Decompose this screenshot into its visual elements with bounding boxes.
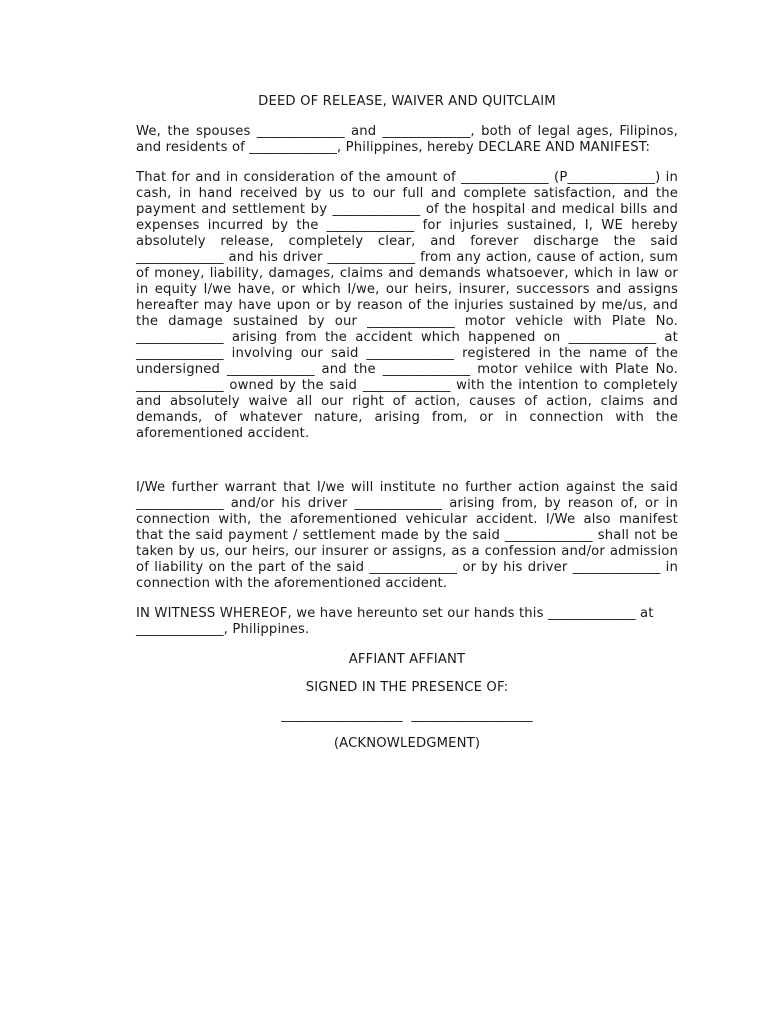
witness-whereof-paragraph: IN WITNESS WHEREOF, we have hereunto set our hands this _____________ at _____________, Philippines. (136, 606, 654, 637)
affiant-line: AFFIANT AFFIANT (348, 652, 466, 667)
document-body (136, 94, 678, 764)
document-title: DEED OF RELEASE, WAIVER AND QUITCLAIM (258, 94, 556, 109)
paragraph-spacer (136, 456, 678, 480)
signed-presence-heading: SIGNED IN THE PRESENCE OF: (305, 680, 509, 695)
witness-signature-lines: __________________ __________________ (281, 708, 533, 723)
acknowledgment-heading: (ACKNOWLEDGMENT) (333, 736, 481, 751)
warranty-paragraph: I/We further warrant that I/we will institute no further action against the said _____________ and/or his driver _____________ arising from, by reason of, or in connection with, the aforementioned vehicular accident. I/We also manifest that the said payment / settlement made by the said _____________ shall not be taken by us, our heirs, our insurer or assigns, as a confession and/or admission of liability on the part of the said _____________ or by his driver _____________ in connection with the aforementioned accident. (136, 480, 678, 591)
spouses-declaration-paragraph: We, the spouses _____________ and _____________, both of legal ages, Filipinos, and residents of _____________, Philippines, hereby DECLARE AND MANIFEST: (136, 124, 678, 155)
consideration-release-paragraph: That for and in consideration of the amount of _____________ (P_____________) in cash, in hand received by us to our full and complete satisfaction, and the payment and settlement by _____________ of the hospital and medical bills and expenses incurred by the _____________ for injuries sustained, I, WE hereby absolutely release, completely clear, and forever discharge the said _____________ and his driver _____________ from any action, cause of action, sum of money, liability, damages, claims and demands whatsoever, which in law or in equity I/we have, or which I/we, our heirs, insurer, successors and assigns hereafter may have upon or by reason of the injuries sustained by me/us, and the damage sustained by our _____________ motor vehicle with Plate No. _____________ arising from the accident which happened on _____________ at _____________ involving our said _____________ registered in the name of the undersigned _____________ and the _____________ motor vehilce with Plate No. _____________ owned by the said _____________ with the intention to completely and absolutely waive all our right of action, causes of action, claims and demands, of whatever nature, arising from, or in connection with the aforementioned accident. (136, 170, 678, 441)
